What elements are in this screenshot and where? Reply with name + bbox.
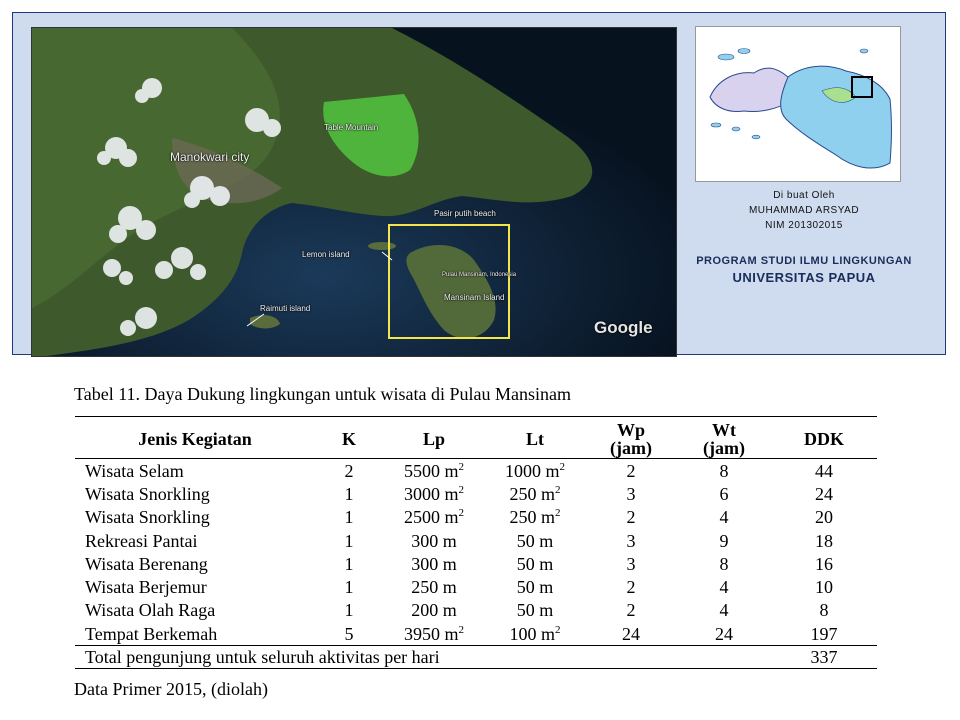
cell-ddk: 24 — [815, 483, 833, 504]
header-ddk: DDK — [804, 429, 844, 449]
map-panel — [12, 12, 946, 355]
cell-wt: 4 — [719, 577, 729, 598]
table-row — [75, 459, 877, 483]
inset-location-map — [695, 26, 901, 182]
total-label: Total pengunjung untuk seluruh aktivitas per hari — [85, 647, 440, 668]
table-row — [75, 622, 877, 646]
cell-wt: 9 — [719, 530, 729, 551]
cell-lt: 100 $m^2$ — [509, 623, 561, 644]
table-row — [75, 482, 877, 505]
table-row — [75, 552, 877, 575]
cell-lt: 250 $m^2$ — [509, 483, 561, 504]
cell-wt: 4 — [719, 600, 729, 621]
cell-wp: 2 — [626, 600, 636, 621]
cell-jenis: Wisata Berjemur — [85, 577, 207, 598]
raimuti-island-label: Raimuti island — [260, 304, 311, 313]
lemon-island-label: Lemon island — [302, 250, 350, 259]
cell-lp: 5500 $m^2$ — [403, 460, 464, 481]
cell-wt: 6 — [719, 483, 729, 504]
satellite-graphic — [32, 28, 677, 357]
cell-lp: 250 m — [411, 577, 457, 598]
header-wt-top: Wt — [712, 420, 736, 440]
cell-k: 1 — [344, 483, 354, 504]
header-wp — [585, 417, 677, 459]
cell-lp: 3000 $m^2$ — [403, 483, 464, 504]
lemon-island-shape — [368, 242, 396, 250]
cell-lt: 50 m — [516, 577, 554, 598]
cell-jenis: Wisata Olah Raga — [85, 600, 216, 621]
cell-ddk: 18 — [815, 530, 833, 551]
cell-lp: 200 m — [411, 600, 457, 621]
satellite-image — [31, 27, 677, 357]
cell-lt: 250 $m^2$ — [509, 507, 561, 528]
total-row — [75, 646, 877, 669]
cell-jenis: Wisata Snorkling — [85, 507, 210, 528]
cell-k: 5 — [344, 623, 354, 644]
cell-lp: 300 m — [411, 553, 457, 574]
table-row — [75, 599, 877, 622]
cell-wp: 2 — [626, 460, 636, 481]
cell-jenis: Rekreasi Pantai — [85, 530, 198, 551]
cell-ddk: 20 — [815, 507, 833, 528]
cell-k: 1 — [344, 507, 354, 528]
cell-k: 2 — [344, 460, 354, 481]
mansinam-indonesia-label: Pulau Mansinam, Indonesia — [442, 272, 517, 278]
mansinam-island-label: Mansinam Island — [444, 293, 505, 302]
cell-wp: 3 — [626, 483, 636, 504]
cell-k: 1 — [344, 600, 354, 621]
cell-k: 1 — [344, 530, 354, 551]
google-logo: Google — [594, 318, 653, 337]
cell-k: 1 — [344, 577, 354, 598]
cell-k: 1 — [344, 553, 354, 574]
beach-label: Pasir putih beach — [434, 209, 496, 218]
program-name: PROGRAM STUDI ILMU LINGKUNGAN — [696, 255, 912, 267]
papua-province-shape — [781, 66, 892, 168]
cell-ddk: 16 — [815, 553, 833, 574]
cell-wt: 8 — [719, 460, 729, 481]
inset-map-graphic — [696, 27, 900, 181]
table-row — [75, 506, 877, 529]
cell-ddk: 44 — [815, 460, 833, 481]
cell-jenis: Tempat Berkemah — [85, 623, 218, 644]
cell-lt: 1000 $m^2$ — [504, 460, 565, 481]
table-row — [75, 529, 877, 552]
cell-wt: 8 — [719, 553, 729, 574]
ddk-table — [75, 416, 877, 669]
cell-lp: 300 m — [411, 530, 457, 551]
cell-wp: 2 — [626, 577, 636, 598]
city-label: Manokwari city — [170, 150, 250, 164]
table-body — [75, 459, 877, 646]
map-credits — [669, 188, 939, 287]
header-jenis: Jenis Kegiatan — [138, 429, 252, 449]
header-k: K — [341, 429, 356, 449]
cell-jenis: Wisata Snorkling — [85, 483, 210, 504]
header-wp-unit: (jam) — [610, 438, 652, 458]
header-lp: Lp — [422, 429, 446, 449]
cell-wp: 3 — [626, 530, 636, 551]
table-row — [75, 575, 877, 598]
cell-lt: 50 m — [516, 530, 554, 551]
author-nim: NIM 201302015 — [765, 220, 843, 231]
header-wp-top: Wp — [616, 420, 645, 440]
cell-wt: 24 — [715, 623, 733, 644]
cell-lp: 3950 $m^2$ — [403, 623, 464, 644]
cell-wp: 3 — [626, 553, 636, 574]
cell-ddk: 197 — [810, 623, 838, 644]
made-by-text: Di buat Oleh — [773, 190, 835, 201]
cell-ddk: 10 — [815, 577, 833, 598]
cell-lt: 50 m — [516, 600, 554, 621]
cell-lt: 50 m — [516, 553, 554, 574]
header-lt: Lt — [526, 429, 544, 449]
cell-wp: 24 — [622, 623, 640, 644]
table-caption: Tabel 11. Daya Dukung lingkungan untuk wisata di Pulau Mansinam — [74, 384, 571, 404]
cell-jenis: Wisata Selam — [85, 460, 184, 481]
header-wt — [677, 417, 771, 459]
data-source: Data Primer 2015, (diolah) — [74, 679, 268, 699]
cell-jenis: Wisata Berenang — [85, 553, 208, 574]
cell-wp: 2 — [626, 507, 636, 528]
table-header-row — [75, 417, 877, 459]
cell-lp: 2500 $m^2$ — [403, 507, 464, 528]
university-name: UNIVERSITAS PAPUA — [732, 270, 876, 285]
total-value: 337 — [810, 647, 838, 668]
ddk-table-container — [75, 416, 877, 669]
cell-wt: 4 — [719, 507, 729, 528]
mountain-label: Table Mountain — [324, 123, 379, 132]
header-wt-unit: (jam) — [703, 438, 745, 458]
cell-ddk: 8 — [819, 600, 829, 621]
author-name: MUHAMMAD ARSYAD — [748, 205, 860, 216]
